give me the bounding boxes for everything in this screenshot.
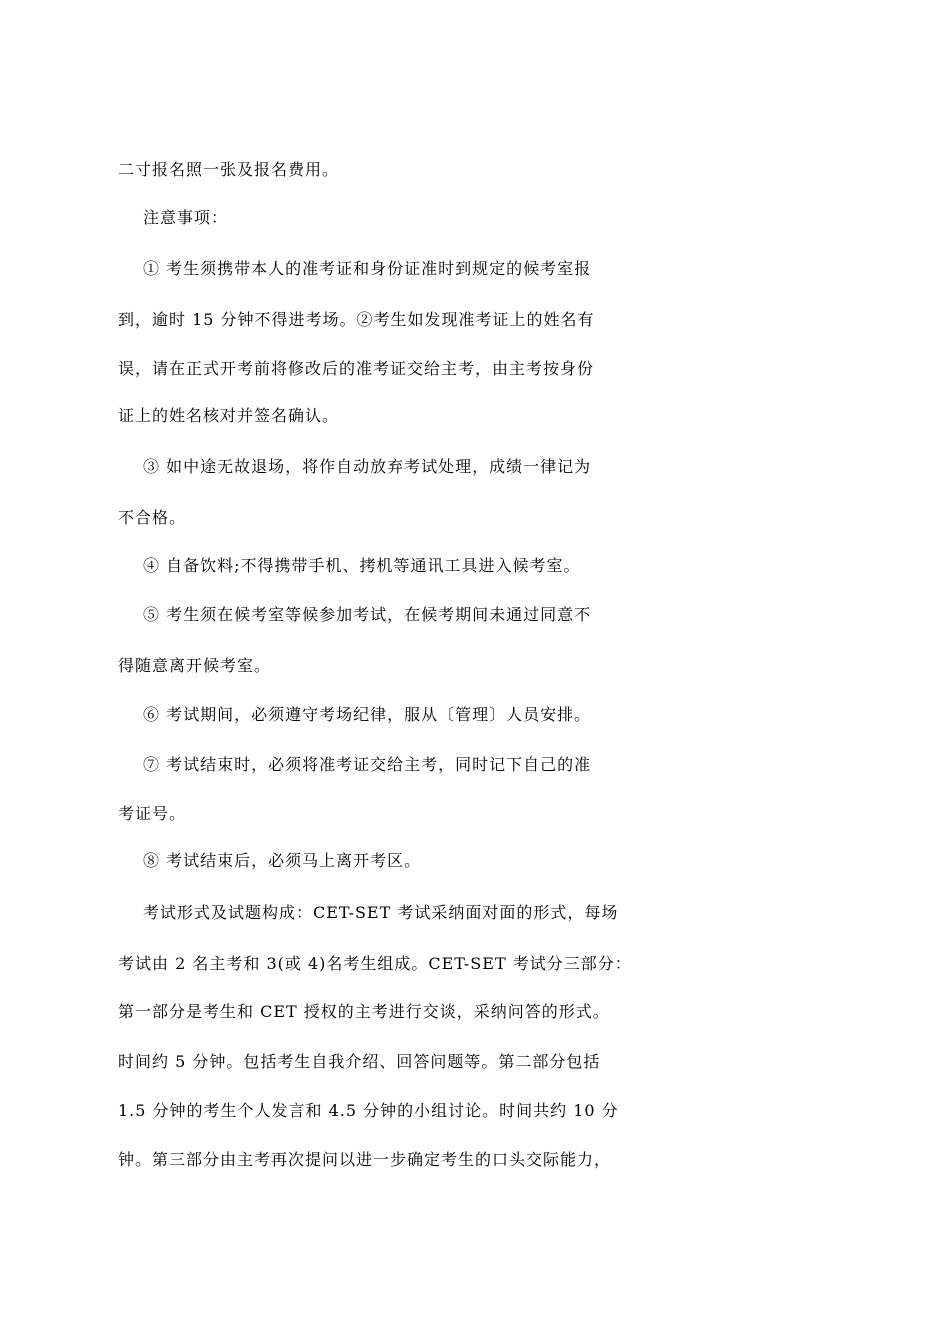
text-line: 误，请在正式开考前将修改后的准考证交给主考，由主考按身份: [118, 359, 595, 378]
text-line: 证上的姓名核对并签名确认。: [118, 406, 340, 425]
text-line: 1.5 分钟的考生个人发言和 4.5 分钟的小组讨论。时间共约 10 分: [118, 1101, 619, 1120]
text-line: 二寸报名照一张及报名费用。: [118, 160, 340, 179]
text-line: 考试由 2 名主考和 3(或 4)名考生组成。CET-SET 考试分三部分：: [118, 954, 632, 973]
text-line: 不合格。: [118, 508, 187, 527]
text-line: 钟。第三部分由主考再次提问以进一步确定考生的口头交际能力，: [118, 1150, 612, 1169]
text-line: ⑦ 考试结束时，必须将准考证交给主考，同时记下自己的准: [143, 755, 592, 774]
text-line: 第一部分是考生和 CET 授权的主考进行交谈，采纳问答的形式。: [118, 1002, 610, 1021]
text-line: ⑥ 考试期间，必须遵守考场纪律，服从〔管理〕人员安排。: [143, 705, 592, 724]
text-line: 注意事项：: [143, 208, 229, 227]
text-line: ⑤ 考生须在候考室等候参加考试，在候考期间未通过同意不: [143, 605, 592, 624]
text-line: 时间约 5 分钟。包括考生自我介绍、回答问题等。第二部分包括: [118, 1052, 601, 1071]
text-line: 到，逾时 15 分钟不得进考场。②考生如发现准考证上的姓名有: [118, 310, 595, 329]
text-line: 考试形式及试题构成：CET-SET 考试采纳面对面的形式，每场: [143, 903, 619, 922]
text-line: 考证号。: [118, 804, 187, 823]
text-line: ③ 如中途无故退场，将作自动放弃考试处理，成绩一律记为: [143, 457, 592, 476]
text-line: ① 考生须携带本人的准考证和身份证准时到规定的候考室报: [143, 259, 592, 278]
text-line: 得随意离开候考室。: [118, 656, 272, 675]
text-line: ⑧ 考试结束后，必须马上离开考区。: [143, 851, 422, 870]
text-line: ④ 自备饮料;不得携带手机、拷机等通讯工具进入候考室。: [143, 556, 581, 575]
